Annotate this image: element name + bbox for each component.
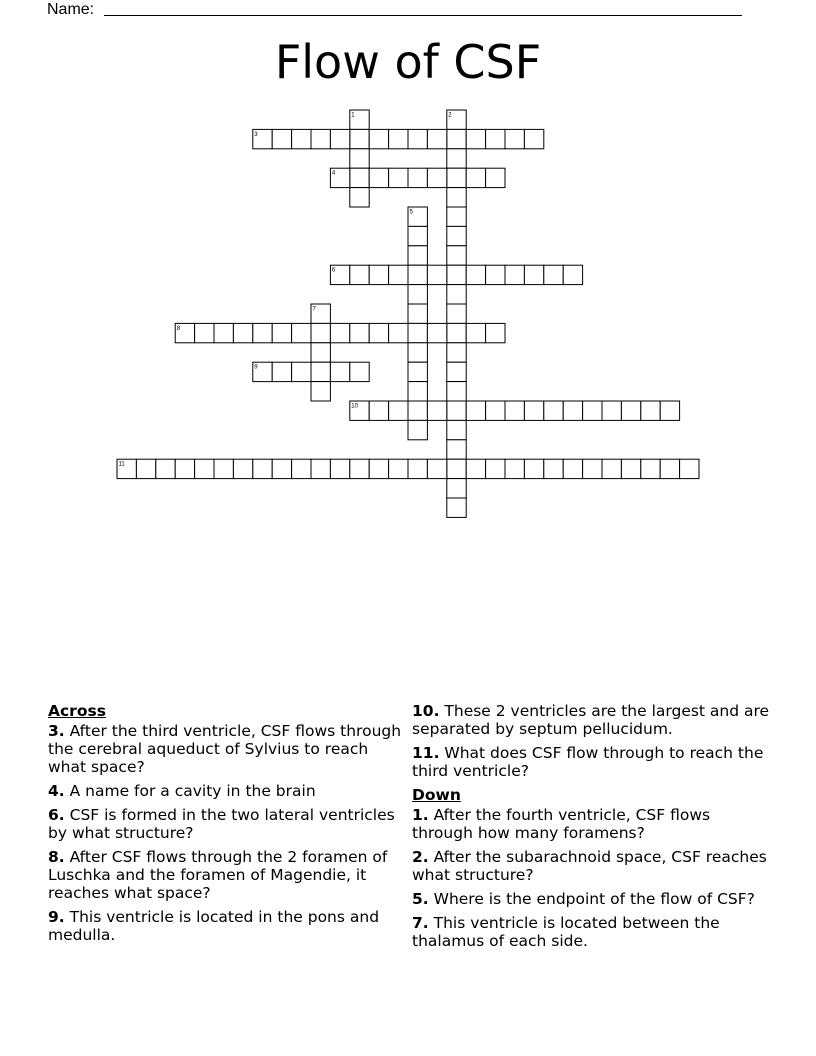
grid-cell[interactable]	[447, 479, 466, 498]
grid-cell[interactable]	[350, 323, 369, 342]
grid-cell[interactable]	[214, 459, 233, 478]
grid-cell[interactable]	[253, 459, 272, 478]
grid-cell[interactable]	[311, 129, 330, 148]
grid-cell[interactable]	[408, 304, 427, 323]
grid-cell[interactable]	[311, 343, 330, 362]
grid-cell[interactable]	[505, 129, 524, 148]
clue-text: This ventricle is located in the pons and medulla.	[48, 908, 380, 944]
grid-cell[interactable]	[602, 459, 621, 478]
clues-left-column	[48, 702, 406, 950]
across-clue-list	[48, 722, 406, 944]
grid-cell[interactable]	[447, 304, 466, 323]
grid-cell[interactable]	[486, 129, 505, 148]
cell-number: 2	[448, 112, 452, 119]
grid-cell[interactable]	[389, 129, 408, 148]
grid-cell[interactable]	[427, 401, 446, 420]
clue-number: 8.	[48, 848, 65, 866]
clue-down-1	[412, 806, 772, 842]
cell-number: 10	[351, 403, 358, 410]
grid-cell[interactable]	[563, 401, 582, 420]
grid-cell[interactable]	[350, 149, 369, 168]
clue-down-7	[412, 914, 772, 950]
grid-cell[interactable]	[389, 168, 408, 187]
grid-cell[interactable]	[447, 265, 466, 284]
grid-cell[interactable]	[408, 401, 427, 420]
grid-cell[interactable]	[447, 207, 466, 226]
grid-cell[interactable]	[408, 129, 427, 148]
cell-number: 9	[254, 364, 258, 371]
clue-number: 4.	[48, 782, 65, 800]
grid-cell[interactable]	[447, 285, 466, 304]
grid-cell[interactable]	[544, 459, 563, 478]
grid-cell[interactable]	[117, 459, 136, 478]
grid-cell[interactable]	[583, 459, 602, 478]
grid-cell[interactable]	[447, 401, 466, 420]
grid-cell[interactable]	[544, 401, 563, 420]
grid-cell[interactable]	[253, 129, 272, 148]
clue-across-3	[48, 722, 406, 776]
grid-cell[interactable]	[330, 323, 349, 342]
grid-cell[interactable]	[563, 459, 582, 478]
clue-number: 3.	[48, 722, 65, 740]
grid-cell[interactable]	[408, 382, 427, 401]
clue-number: 10.	[412, 702, 440, 720]
cell-number: 7	[312, 306, 316, 313]
grid-cell[interactable]	[447, 382, 466, 401]
grid-cell[interactable]	[408, 362, 427, 381]
grid-cell[interactable]	[311, 459, 330, 478]
clue-text: This ventricle is located between the thalamus of each side.	[412, 914, 720, 950]
grid-cell[interactable]	[427, 129, 446, 148]
grid-cell[interactable]	[272, 362, 291, 381]
grid-cell[interactable]	[563, 265, 582, 284]
grid-cell[interactable]	[311, 362, 330, 381]
grid-cell[interactable]	[408, 226, 427, 245]
cell-number: 4	[331, 170, 336, 177]
grid-cell[interactable]	[311, 382, 330, 401]
grid-cell[interactable]	[544, 265, 563, 284]
clue-number: 6.	[48, 806, 65, 824]
down-heading: Down	[412, 786, 461, 804]
grid-cell[interactable]	[447, 343, 466, 362]
grid-cell[interactable]	[524, 265, 543, 284]
grid-cell[interactable]	[524, 459, 543, 478]
grid-cell[interactable]	[214, 323, 233, 342]
clue-text: A name for a cavity in the brain	[69, 782, 316, 800]
grid-cell[interactable]	[233, 323, 252, 342]
grid-cell[interactable]	[408, 420, 427, 439]
cell-number: 6	[331, 267, 336, 274]
grid-cell[interactable]	[447, 323, 466, 342]
clue-text: CSF is formed in the two lateral ventricles by what structure?	[48, 806, 395, 842]
grid-cell[interactable]	[447, 149, 466, 168]
grid-cell[interactable]	[292, 459, 311, 478]
grid-cell[interactable]	[408, 285, 427, 304]
grid-cell[interactable]	[408, 265, 427, 284]
name-label: Name:	[47, 1, 95, 18]
cell-number: 5	[409, 209, 413, 216]
grid-cell[interactable]	[466, 129, 485, 148]
grid-cell[interactable]	[466, 401, 485, 420]
grid-cell[interactable]	[447, 110, 466, 129]
grid-cell[interactable]	[156, 459, 175, 478]
grid-cell[interactable]	[330, 265, 349, 284]
grid-cell[interactable]	[447, 129, 466, 148]
grid-cell[interactable]	[272, 323, 291, 342]
grid-cell[interactable]	[408, 459, 427, 478]
grid-cell[interactable]	[292, 323, 311, 342]
clue-down-5	[412, 890, 772, 908]
grid-cell[interactable]	[389, 401, 408, 420]
grid-cell[interactable]	[369, 323, 388, 342]
grid-cell[interactable]	[350, 265, 369, 284]
grid-cell[interactable]	[486, 168, 505, 187]
grid-cell[interactable]	[447, 420, 466, 439]
grid-cell[interactable]	[447, 188, 466, 207]
grid-cell[interactable]	[350, 362, 369, 381]
cell-number: 8	[176, 325, 181, 332]
grid-cell[interactable]	[330, 362, 349, 381]
grid-cell[interactable]	[466, 459, 485, 478]
grid-cell[interactable]	[369, 168, 388, 187]
clue-down-2	[412, 848, 772, 884]
grid-cell[interactable]	[486, 459, 505, 478]
grid-cell[interactable]	[408, 207, 427, 226]
grid-cell[interactable]	[447, 440, 466, 459]
clue-text: Where is the endpoint of the flow of CSF?	[433, 890, 755, 908]
grid-cell[interactable]	[427, 323, 446, 342]
grid-cell[interactable]	[408, 323, 427, 342]
clue-number: 5.	[412, 890, 429, 908]
grid-cell[interactable]	[427, 459, 446, 478]
cell-number: 11	[118, 461, 125, 468]
grid-cell[interactable]	[272, 459, 291, 478]
grid-cell[interactable]	[292, 129, 311, 148]
grid-cell[interactable]	[369, 265, 388, 284]
grid-cell[interactable]	[330, 459, 349, 478]
grid-cell[interactable]	[660, 459, 679, 478]
clue-text: After CSF flows through the 2 foramen of Luschka and the foramen of Magendie, it reaches what space?	[48, 848, 388, 902]
grid-cell[interactable]	[350, 459, 369, 478]
clue-across-4	[48, 782, 406, 800]
clue-number: 2.	[412, 848, 429, 866]
clue-text: After the subarachnoid space, CSF reaches what structure?	[412, 848, 767, 884]
grid-cell[interactable]	[505, 459, 524, 478]
grid-cell[interactable]	[233, 459, 252, 478]
grid-cell[interactable]	[330, 129, 349, 148]
grid-cell[interactable]	[660, 401, 679, 420]
grid-cell[interactable]	[175, 323, 194, 342]
grid-cell[interactable]	[486, 401, 505, 420]
clue-across-9	[48, 908, 406, 944]
clue-number: 9.	[48, 908, 65, 926]
grid-cell[interactable]	[369, 401, 388, 420]
clue-text: After the third ventricle, CSF flows through the cerebral aqueduct of Sylvius to reach what space?	[48, 722, 402, 776]
grid-cell[interactable]	[447, 362, 466, 381]
grid-cell[interactable]	[389, 265, 408, 284]
grid-cell[interactable]	[389, 459, 408, 478]
grid-cell[interactable]	[505, 265, 524, 284]
down-clue-list	[412, 806, 772, 950]
grid-cell[interactable]	[680, 459, 699, 478]
grid-cell[interactable]	[408, 246, 427, 265]
clue-across-10	[412, 702, 772, 738]
grid-cell[interactable]	[447, 226, 466, 245]
grid-cell[interactable]	[350, 188, 369, 207]
across-heading: Across	[48, 702, 106, 720]
cell-number: 3	[254, 131, 258, 138]
grid-cell[interactable]	[136, 459, 155, 478]
grid-cell[interactable]	[427, 265, 446, 284]
grid-cell[interactable]	[195, 459, 214, 478]
grid-cell[interactable]	[350, 401, 369, 420]
grid-cell[interactable]	[350, 168, 369, 187]
grid-cell[interactable]	[447, 498, 466, 517]
grid-cell[interactable]	[350, 110, 369, 129]
grid-cell[interactable]	[447, 168, 466, 187]
grid-cell[interactable]	[505, 401, 524, 420]
grid-cell[interactable]	[524, 401, 543, 420]
clue-text: What does CSF flow through to reach the third ventricle?	[412, 744, 764, 780]
grid-cell[interactable]	[292, 362, 311, 381]
clue-across-11	[412, 744, 772, 780]
grid-cell[interactable]	[427, 168, 446, 187]
grid-cell[interactable]	[253, 362, 272, 381]
grid-cell[interactable]	[311, 323, 330, 342]
grid-cell[interactable]	[466, 323, 485, 342]
grid-cell[interactable]	[486, 265, 505, 284]
clue-number: 11.	[412, 744, 440, 762]
grid-cell[interactable]	[466, 265, 485, 284]
cell-number: 1	[351, 112, 355, 119]
clue-text: After the fourth ventricle, CSF flows through how many foramens?	[412, 806, 711, 842]
grid-cell[interactable]	[583, 401, 602, 420]
grid-cell[interactable]	[602, 401, 621, 420]
grid-cell[interactable]	[621, 459, 640, 478]
grid-cell[interactable]	[253, 323, 272, 342]
grid-cell[interactable]	[466, 168, 485, 187]
grid-cell[interactable]	[175, 459, 194, 478]
page-title: Flow of CSF	[274, 35, 542, 89]
grid-cell[interactable]	[389, 323, 408, 342]
grid-cell[interactable]	[369, 459, 388, 478]
grid-cell[interactable]	[486, 323, 505, 342]
grid-cell[interactable]	[350, 129, 369, 148]
clue-across-6	[48, 806, 406, 842]
grid-cell[interactable]	[408, 343, 427, 362]
grid-cell[interactable]	[408, 168, 427, 187]
grid-cell[interactable]	[195, 323, 214, 342]
clue-number: 7.	[412, 914, 429, 932]
grid-cell[interactable]	[641, 401, 660, 420]
clue-number: 1.	[412, 806, 429, 824]
grid-cell[interactable]	[369, 129, 388, 148]
clue-across-8	[48, 848, 406, 902]
grid-cell[interactable]	[272, 129, 291, 148]
grid-cell[interactable]	[330, 168, 349, 187]
grid-cell[interactable]	[447, 459, 466, 478]
grid-cell[interactable]	[447, 246, 466, 265]
grid-cell[interactable]	[641, 459, 660, 478]
clues-right-column	[412, 702, 772, 956]
grid-cell[interactable]	[621, 401, 640, 420]
clue-text: These 2 ventricles are the largest and are separated by septum pellucidum.	[412, 702, 770, 738]
grid-cell[interactable]	[524, 129, 543, 148]
grid-cell[interactable]	[311, 304, 330, 323]
